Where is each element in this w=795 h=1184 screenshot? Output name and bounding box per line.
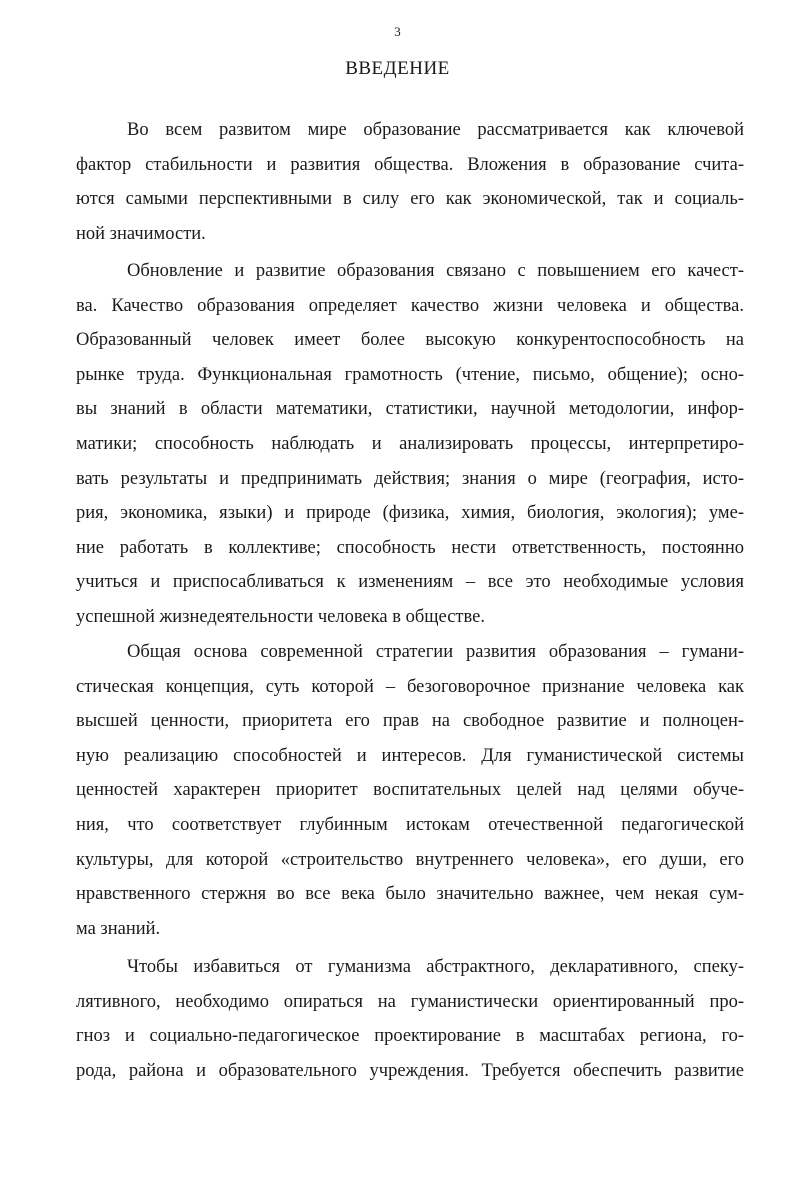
paragraph-line: вать результаты и предпринимать действия; знания о мире (география, исто-	[76, 468, 744, 489]
paragraph-line: рода, района и образовательного учреждения. Требуется обеспечить развитие	[76, 1060, 744, 1081]
paragraph-line: лятивного, необходимо опираться на гуманистически ориентированный про-	[76, 991, 744, 1012]
paragraph-line: ма знаний.	[76, 918, 161, 939]
paragraph-line: гноз и социально-педагогическое проектирование в масштабах региона, го-	[76, 1026, 744, 1047]
paragraph-4	[76, 950, 744, 1088]
paragraph-line: ва. Качество образования определяет качество жизни человека и общества.	[76, 295, 744, 316]
paragraph-line: Общая основа современной стратегии развития образования – гумани-	[127, 642, 744, 662]
paragraph-line: Во всем развитом мире образование рассматривается как ключевой	[127, 120, 744, 140]
paragraph-line: успешной жизнедеятельности человека в обществе.	[76, 606, 485, 627]
paragraph-line: стическая концепция, суть которой – безоговорочное признание человека как	[76, 676, 744, 697]
page-number: 3	[394, 24, 401, 39]
paragraph-line: ную реализацию способностей и интересов. Для гуманистической системы	[76, 745, 744, 766]
paragraph-line: Чтобы избавиться от гуманизма абстрактного, декларативного, спеку-	[127, 957, 744, 977]
paragraph-line: вы знаний в области математики, статистики, научной методологии, инфор-	[76, 399, 744, 420]
paragraph-2	[76, 254, 744, 635]
paragraph-line: Образованный человек имеет более высокую конкурентоспособность на	[76, 330, 744, 351]
paragraph-line: матики; способность наблюдать и анализировать процессы, интерпретиро-	[76, 433, 744, 454]
paragraph-line: рия, экономика, языки) и природе (физика, химия, биология, экология); уме-	[76, 503, 744, 524]
paragraph-line: культуры, для которой «строительство внутреннего человека», его души, его	[76, 849, 744, 870]
paragraph-line: нравственного стержня во все века было значительно важнее, чем некая сум-	[76, 884, 744, 905]
paragraph-line: ния, что соответствует глубинным истокам отечественной педагогической	[76, 814, 744, 835]
paragraph-line: высшей ценности, приоритета его прав на свободное развитие и полноцен-	[76, 711, 744, 732]
paragraph-line: фактор стабильности и развития общества. Вложения в образование счита-	[76, 154, 744, 175]
paragraph-line: ние работать в коллективе; способность нести ответственность, постоянно	[76, 537, 744, 558]
paragraph-1	[76, 113, 744, 251]
paragraph-line: ценностей характерен приоритет воспитательных целей над целями обуче-	[76, 780, 744, 801]
paragraph-line: Обновление и развитие образования связано с повышением его качест-	[127, 261, 744, 281]
paragraph-3	[76, 635, 744, 946]
paragraph-line: учиться и приспосабливаться к изменениям – все это необходимые условия	[76, 572, 744, 593]
page-title: ВВЕДЕНИЕ	[345, 58, 450, 79]
paragraph-line: рынке труда. Функциональная грамотность (чтение, письмо, общение); осно-	[76, 364, 744, 385]
paragraph-line: ной значимости.	[76, 223, 206, 244]
paragraph-line: ются самыми перспективными в силу его как экономической, так и социаль-	[76, 189, 744, 210]
